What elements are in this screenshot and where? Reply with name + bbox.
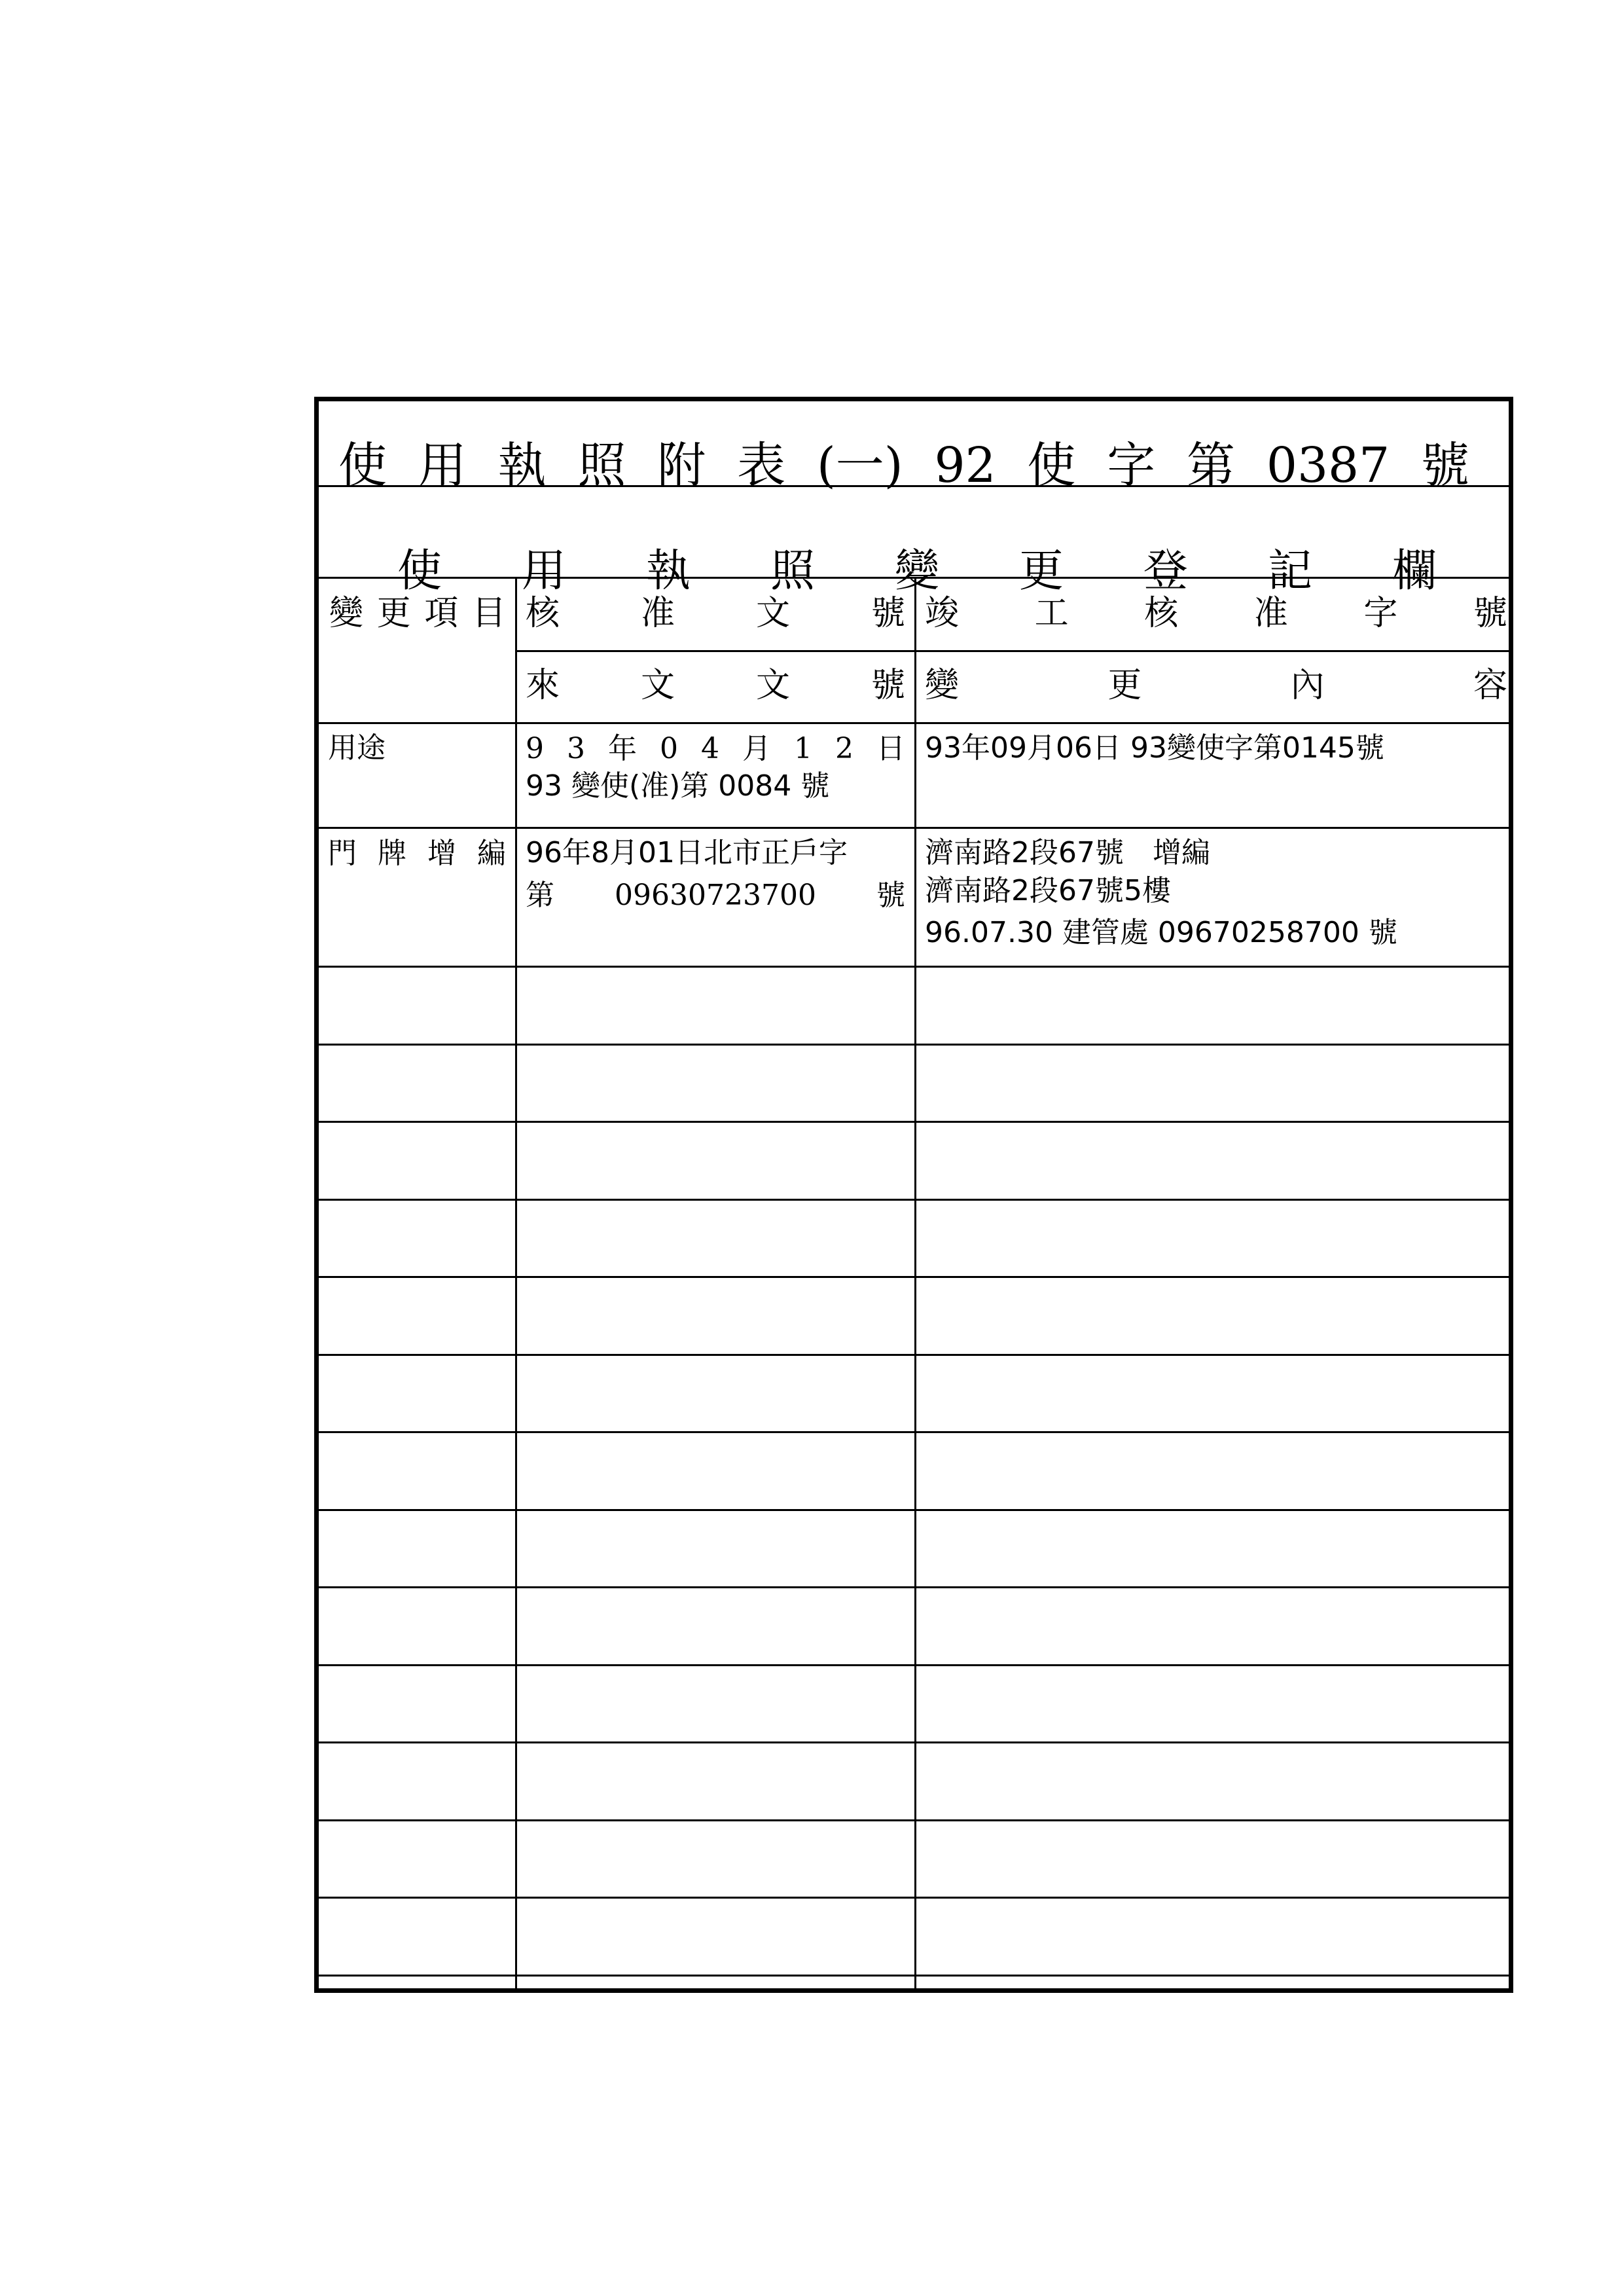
empty-row-line	[319, 1586, 1509, 1588]
empty-row-line	[319, 1199, 1509, 1201]
header-col3r1-char-5: 號	[1473, 594, 1507, 633]
title-char-11: 0387	[1266, 437, 1390, 494]
header-bottom-divider	[319, 722, 1509, 724]
row2-approval-line1: 96年8月01日北市正戶字	[526, 836, 848, 869]
row2-item-char-2: 增	[427, 837, 456, 870]
header-col3r1-char-3: 准	[1253, 594, 1288, 633]
empty-row-line	[319, 1044, 1509, 1046]
header-col3r1-char-0: 竣	[925, 594, 960, 633]
row1-date-char-8: 日	[876, 732, 905, 765]
title-char-12: 號	[1421, 437, 1469, 494]
row1-date-char-0: 9	[526, 732, 544, 765]
header-col3r1-char-2: 核	[1144, 594, 1179, 633]
row1-date-char-3: 0	[660, 732, 678, 765]
empty-row-line	[319, 1354, 1509, 1356]
header-col2r1-char-0: 核	[526, 594, 560, 633]
row2-change-line2: 濟南路2段67號5樓	[925, 874, 1171, 907]
header-completion-approval-no	[925, 594, 1507, 633]
row1-change-content: 93年09月06日 93變使字第0145號	[925, 731, 1384, 765]
header-col3r2-char-2: 內	[1290, 666, 1325, 705]
header-col2r1-char-2: 文	[755, 594, 790, 633]
title-char-0: 使	[338, 437, 387, 494]
row2-no-part-1: 09630723700	[615, 879, 816, 912]
header-col3r1-char-1: 工	[1034, 594, 1069, 633]
header-approval-doc-no	[526, 594, 905, 633]
subtitle-divider	[319, 577, 1509, 579]
empty-row-line	[319, 1897, 1509, 1899]
subtitle-char-4: 變	[894, 545, 939, 597]
header-col2r2-char-0: 來	[526, 666, 560, 705]
header-incoming-doc-no	[526, 666, 905, 705]
title-divider	[319, 485, 1509, 487]
empty-row-line	[319, 1121, 1509, 1123]
header-col2r2-char-2: 文	[755, 666, 790, 705]
row2-no-part-2: 號	[876, 879, 905, 912]
subtitle-char-6: 登	[1143, 545, 1188, 597]
header-col1-char-2: 項	[424, 594, 459, 633]
row1-item: 用途	[328, 731, 386, 765]
col-divider-2	[914, 577, 916, 1988]
row1-bottom	[319, 827, 1509, 829]
row1-date-char-2: 年	[608, 732, 637, 765]
title-char-7: 92	[934, 437, 996, 494]
header-col3r2-char-0: 變	[925, 666, 960, 705]
title-char-1: 用	[418, 437, 467, 494]
col-divider-1	[515, 577, 517, 1988]
title-char-9: 字	[1107, 437, 1156, 494]
empty-row-line	[319, 1509, 1509, 1511]
title-char-5: 表	[737, 437, 786, 494]
empty-row-line	[319, 1975, 1509, 1977]
header-change-content	[925, 666, 1507, 705]
row1-date-char-6: 1	[794, 732, 812, 765]
empty-row-line	[319, 1664, 1509, 1666]
subtitle-char-7: 記	[1267, 545, 1312, 597]
row2-item	[328, 837, 506, 870]
row1-date-char-4: 4	[701, 732, 719, 765]
title-char-3: 照	[577, 437, 626, 494]
header-col1-char-1: 更	[376, 594, 411, 633]
subtitle-char-1: 用	[521, 545, 566, 597]
row2-item-char-0: 門	[328, 837, 357, 870]
subtitle-char-0: 使	[397, 545, 442, 597]
header-col2r2-char-3: 號	[871, 666, 905, 705]
row1-date-char-7: 2	[835, 732, 854, 765]
row2-item-char-3: 編	[477, 837, 506, 870]
title-char-10: 第	[1187, 437, 1236, 494]
empty-row-line	[319, 1819, 1509, 1821]
subtitle-char-3: 照	[770, 545, 815, 597]
row2-change-line1: 濟南路2段67號 增編	[925, 836, 1210, 869]
subtitle-char-8: 欄	[1392, 545, 1437, 597]
row2-no-part-0: 第	[526, 879, 554, 912]
row2-approval-line2	[526, 879, 905, 912]
row2-bottom	[319, 966, 1509, 968]
title-char-6: (一)	[816, 437, 903, 494]
header-col3r2-char-3: 容	[1473, 666, 1507, 705]
header-col2r2-char-1: 文	[640, 666, 675, 705]
row2-item-char-1: 牌	[378, 837, 406, 870]
header-col2r1-char-1: 准	[640, 594, 675, 633]
subtitle-char-2: 執	[645, 545, 691, 597]
header-col1-char-0: 變	[329, 594, 364, 633]
header-change-item	[329, 594, 506, 633]
title-char-2: 執	[497, 437, 547, 494]
row1-approval-date	[526, 733, 905, 765]
header-col3r1-char-4: 字	[1363, 594, 1398, 633]
title-char-4: 附	[657, 437, 706, 494]
row1-date-char-5: 月	[742, 732, 771, 765]
header-col3r2-char-1: 更	[1107, 666, 1142, 705]
row1-date-char-1: 3	[567, 732, 585, 765]
header-col1-char-3: 目	[471, 594, 506, 633]
title-char-8: 使	[1027, 437, 1076, 494]
subtitle-char-5: 更	[1018, 545, 1064, 597]
header-mid-divider	[515, 650, 1509, 652]
header-col2r1-char-3: 號	[871, 594, 905, 633]
row2-change-line3: 96.07.30 建管處 09670258700 號	[925, 916, 1397, 949]
change-registration-form	[314, 397, 1513, 1993]
row1-approval-no: 93 變使(准)第 0084 號	[526, 769, 830, 803]
empty-row-line	[319, 1276, 1509, 1278]
empty-row-line	[319, 1431, 1509, 1433]
empty-row-line	[319, 1741, 1509, 1743]
form-title	[338, 433, 1469, 498]
